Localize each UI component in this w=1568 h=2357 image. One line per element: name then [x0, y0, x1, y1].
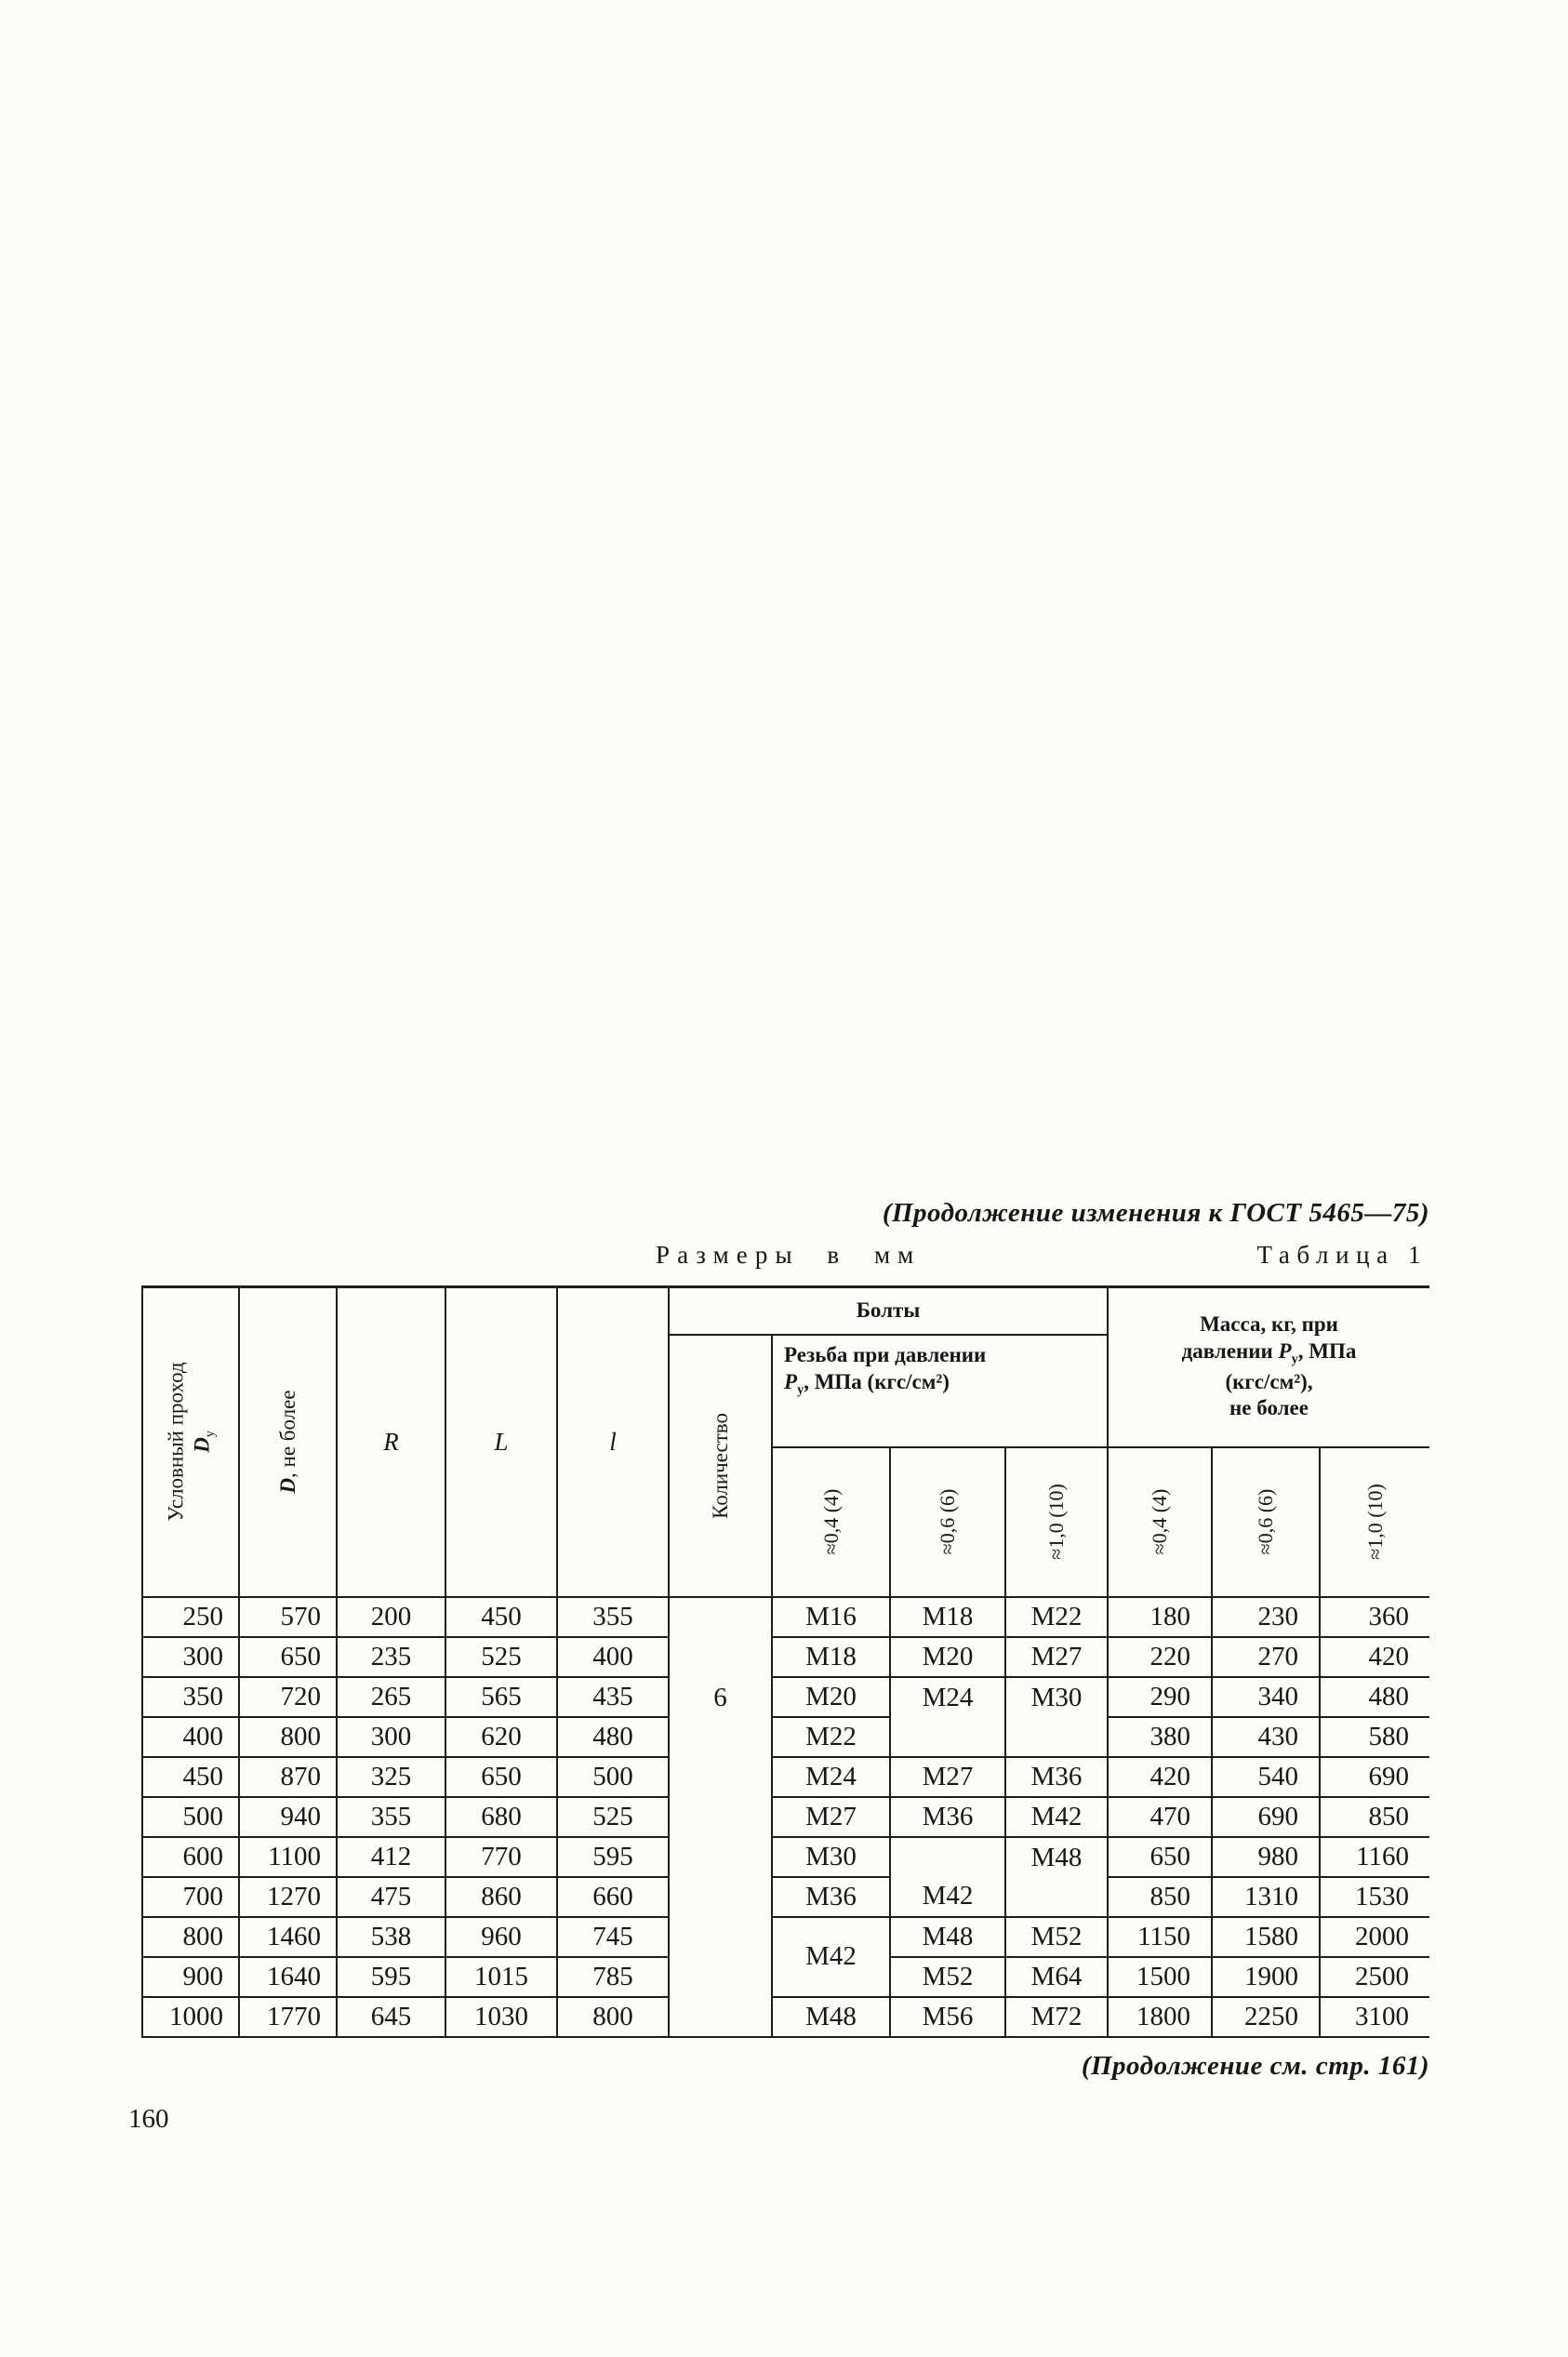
cell-thread-04: М42 — [772, 1917, 890, 1997]
cell-dy: 500 — [142, 1797, 239, 1837]
cell-thread-06: М36 — [890, 1797, 1005, 1837]
cell-mass-06: 430 — [1212, 1717, 1320, 1757]
cell-mass-06: 270 — [1212, 1637, 1320, 1677]
cell-mass-10: 3100 — [1320, 1997, 1429, 2037]
cell-thread-04: М27 — [772, 1797, 890, 1837]
cell-mass-06: 230 — [1212, 1597, 1320, 1637]
quantity-rotated-label: Количество — [708, 1412, 732, 1519]
cell-r: 265 — [337, 1677, 445, 1717]
cell-d: 1100 — [239, 1837, 337, 1877]
table-row — [142, 1837, 1429, 1877]
cell-l: 525 — [557, 1797, 669, 1837]
cell-mass-10: 480 — [1320, 1677, 1429, 1717]
cell-L: 525 — [445, 1637, 557, 1677]
cell-thread-06: М56 — [890, 1997, 1005, 2037]
cell-dy: 900 — [142, 1957, 239, 1997]
header-cell-thread-10: ≈1,0 (10) — [1005, 1447, 1108, 1597]
cell-r: 355 — [337, 1797, 445, 1837]
cell-r: 325 — [337, 1757, 445, 1797]
header-cell-mass-04: ≈0,4 (4) — [1108, 1447, 1212, 1597]
cell-d: 570 — [239, 1597, 337, 1637]
cell-thread-06: М52 — [890, 1957, 1005, 1997]
cell-r: 200 — [337, 1597, 445, 1637]
cell-thread-10: М52 — [1005, 1917, 1108, 1957]
cell-d: 800 — [239, 1717, 337, 1757]
cell-mass-04: 380 — [1108, 1717, 1212, 1757]
cell-thread-06: М48 — [890, 1917, 1005, 1957]
table-row — [142, 1637, 1429, 1677]
header-cell-d — [239, 1287, 337, 1597]
cell-thread-04: М18 — [772, 1637, 890, 1677]
header-cell-L: L — [445, 1287, 557, 1597]
cell-mass-06: 980 — [1212, 1837, 1320, 1877]
cell-L: 960 — [445, 1917, 557, 1957]
cell-mass-04: 220 — [1108, 1637, 1212, 1677]
cell-thread-04: М20 — [772, 1677, 890, 1717]
header-cell-dy — [142, 1287, 239, 1597]
cell-dy: 400 — [142, 1717, 239, 1757]
cell-thread-06: М27 — [890, 1757, 1005, 1797]
cell-dy: 250 — [142, 1597, 239, 1637]
cell-mass-04: 290 — [1108, 1677, 1212, 1717]
page-content — [141, 1192, 1429, 2082]
cell-l: 400 — [557, 1637, 669, 1677]
cell-mass-10: 2500 — [1320, 1957, 1429, 1997]
cell-thread-10: М27 — [1005, 1637, 1108, 1677]
header-group-mass: Масса, кг, при давлении $Р_у$, МПа (кгс/см²), не более — [1108, 1287, 1429, 1447]
cell-mass-10: 420 — [1320, 1637, 1429, 1677]
cell-thread-04: М48 — [772, 1997, 890, 2037]
header-group-bolts: Болты — [669, 1287, 1108, 1335]
cell-dy: 600 — [142, 1837, 239, 1877]
table-row — [142, 1877, 1429, 1917]
cell-mass-04: 1500 — [1108, 1957, 1212, 1997]
cell-d: 870 — [239, 1757, 337, 1797]
cell-L: 620 — [445, 1717, 557, 1757]
cell-mass-06: 2250 — [1212, 1997, 1320, 2037]
header-cell-l: l — [557, 1287, 669, 1597]
cell-dy: 300 — [142, 1637, 239, 1677]
cell-d: 1460 — [239, 1917, 337, 1957]
cell-thread-06: М42 — [890, 1837, 1005, 1917]
cell-dy: 800 — [142, 1917, 239, 1957]
table-caption: Таблица 1 — [1256, 1241, 1428, 1269]
cell-d: 1770 — [239, 1997, 337, 2037]
cell-thread-10: М48 — [1005, 1837, 1108, 1917]
cell-thread-04: М16 — [772, 1597, 890, 1637]
cell-mass-04: 180 — [1108, 1597, 1212, 1637]
cell-L: 860 — [445, 1877, 557, 1917]
cell-thread-06: М18 — [890, 1597, 1005, 1637]
cell-d: 650 — [239, 1637, 337, 1677]
table-row — [142, 1797, 1429, 1837]
cell-mass-04: 420 — [1108, 1757, 1212, 1797]
cell-d: 1640 — [239, 1957, 337, 1997]
sizes-caption: Размеры в мм — [656, 1241, 922, 1269]
cell-L: 1015 — [445, 1957, 557, 1997]
cell-thread-10: М36 — [1005, 1757, 1108, 1797]
cell-mass-10: 1160 — [1320, 1837, 1429, 1877]
header-group-thread: Резьба при давлении $Р_у$, МПа (кгс/см²) — [772, 1335, 1108, 1447]
cell-r: 475 — [337, 1877, 445, 1917]
header-cell-mass-10: ≈1,0 (10) — [1320, 1447, 1429, 1597]
cell-dy: 450 — [142, 1757, 239, 1797]
cell-l: 800 — [557, 1997, 669, 2037]
cell-thread-04: М24 — [772, 1757, 890, 1797]
cell-d: 1270 — [239, 1877, 337, 1917]
d-rotated-label: D, не более — [275, 1390, 299, 1494]
cell-mass-06: 1900 — [1212, 1957, 1320, 1997]
cell-mass-10: 690 — [1320, 1757, 1429, 1797]
cell-mass-04: 650 — [1108, 1837, 1212, 1877]
cell-r: 412 — [337, 1837, 445, 1877]
cell-d: 940 — [239, 1797, 337, 1837]
cell-L: 1030 — [445, 1997, 557, 2037]
table-row — [142, 1917, 1429, 1957]
cell-L: 565 — [445, 1677, 557, 1717]
dimensions-table — [141, 1285, 1429, 2038]
cell-L: 770 — [445, 1837, 557, 1877]
cell-thread-04: М22 — [772, 1717, 890, 1757]
cell-L: 650 — [445, 1757, 557, 1797]
page-number: 160 — [128, 2104, 169, 2134]
cell-mass-06: 1310 — [1212, 1877, 1320, 1917]
cell-r: 595 — [337, 1957, 445, 1997]
cell-mass-04: 470 — [1108, 1797, 1212, 1837]
header-cell-r: R — [337, 1287, 445, 1597]
cell-mass-10: 2000 — [1320, 1917, 1429, 1957]
cell-thread-06: М20 — [890, 1637, 1005, 1677]
cell-thread-10: М72 — [1005, 1997, 1108, 2037]
header-cell-thread-04: ≈0,4 (4) — [772, 1447, 890, 1597]
table-row — [142, 1677, 1429, 1717]
cell-l: 355 — [557, 1597, 669, 1637]
dy-rotated-label: Условный проход $D_у$ — [164, 1362, 218, 1522]
cell-L: 450 — [445, 1597, 557, 1637]
cell-r: 235 — [337, 1637, 445, 1677]
table-row — [142, 1717, 1429, 1757]
cell-dy: 700 — [142, 1877, 239, 1917]
continuation-note: (Продолжение изменения к ГОСТ 5465—75) — [882, 1198, 1429, 1228]
cell-L: 680 — [445, 1797, 557, 1837]
cell-r: 645 — [337, 1997, 445, 2037]
header-cell-thread-06: ≈0,6 (6) — [890, 1447, 1005, 1597]
cell-thread-04: М36 — [772, 1877, 890, 1917]
cell-thread-10: М30 — [1005, 1677, 1108, 1757]
cell-l: 480 — [557, 1717, 669, 1757]
cell-l: 785 — [557, 1957, 669, 1997]
cell-mass-04: 850 — [1108, 1877, 1212, 1917]
table-caption-row — [141, 1233, 1429, 1282]
table-row — [142, 1757, 1429, 1797]
cell-quantity: 6 — [669, 1597, 772, 2037]
cell-mass-04: 1800 — [1108, 1997, 1212, 2037]
cell-l: 435 — [557, 1677, 669, 1717]
cell-l: 660 — [557, 1877, 669, 1917]
cell-l: 500 — [557, 1757, 669, 1797]
cell-mass-10: 850 — [1320, 1797, 1429, 1837]
cell-thread-10: М64 — [1005, 1957, 1108, 1997]
cell-mass-06: 1580 — [1212, 1917, 1320, 1957]
cell-mass-10: 580 — [1320, 1717, 1429, 1757]
cell-mass-10: 1530 — [1320, 1877, 1429, 1917]
cell-d: 720 — [239, 1677, 337, 1717]
cell-l: 745 — [557, 1917, 669, 1957]
cell-l: 595 — [557, 1837, 669, 1877]
cell-thread-06: М24 — [890, 1677, 1005, 1757]
footer-continuation-note: (Продолжение см. стр. 161) — [1081, 2050, 1429, 2081]
table-row — [142, 1997, 1429, 2037]
cell-thread-10: М42 — [1005, 1797, 1108, 1837]
cell-dy: 1000 — [142, 1997, 239, 2037]
cell-thread-04: М30 — [772, 1837, 890, 1877]
table-row — [142, 1597, 1429, 1637]
cell-mass-06: 540 — [1212, 1757, 1320, 1797]
header-cell-mass-06: ≈0,6 (6) — [1212, 1447, 1320, 1597]
cell-r: 300 — [337, 1717, 445, 1757]
cell-mass-04: 1150 — [1108, 1917, 1212, 1957]
cell-r: 538 — [337, 1917, 445, 1957]
cell-dy: 350 — [142, 1677, 239, 1717]
cell-mass-06: 340 — [1212, 1677, 1320, 1717]
cell-mass-06: 690 — [1212, 1797, 1320, 1837]
cell-thread-10: М22 — [1005, 1597, 1108, 1637]
header-cell-quantity — [669, 1335, 772, 1597]
cell-mass-10: 360 — [1320, 1597, 1429, 1637]
